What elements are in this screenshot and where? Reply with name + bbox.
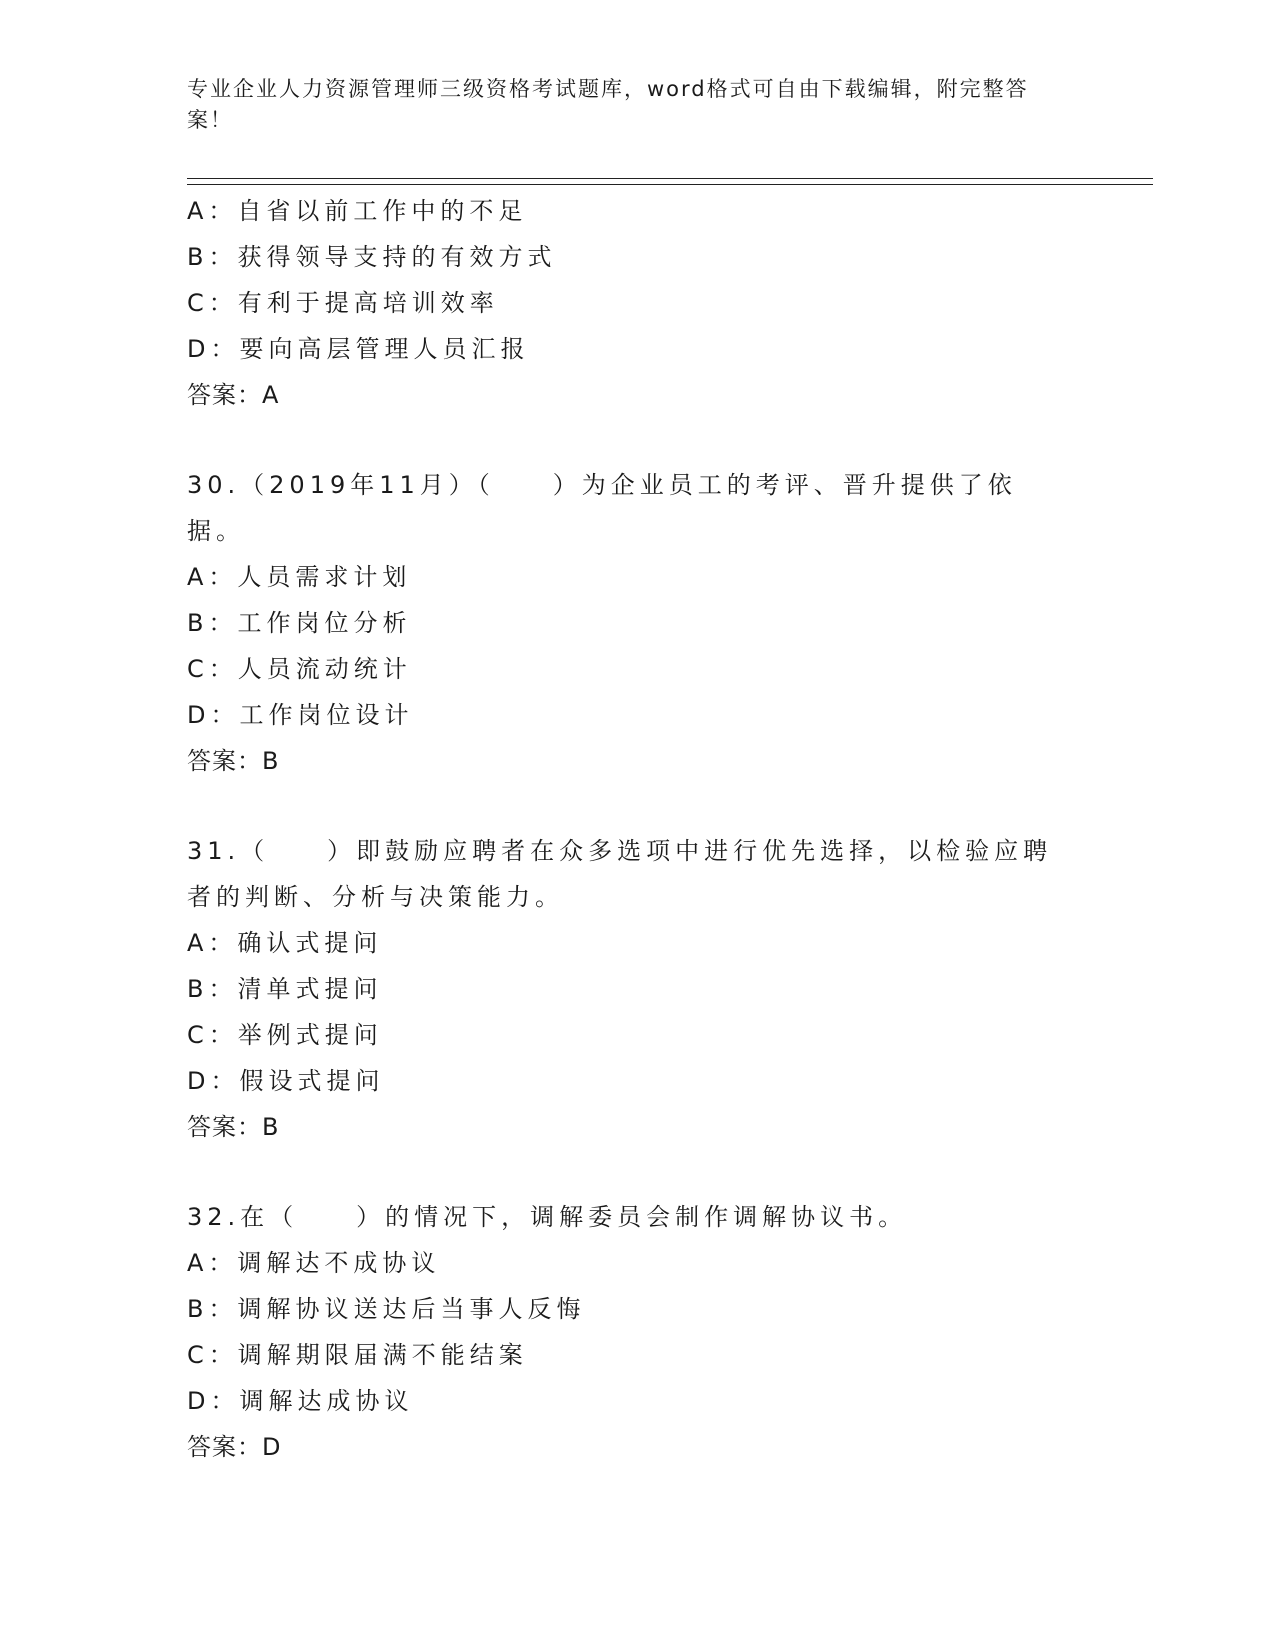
option-b: B：调解协议送达后当事人反悔	[187, 1295, 586, 1323]
option-a: A：人员需求计划	[187, 563, 412, 591]
answer: 答案：A	[187, 381, 280, 409]
header-divider	[187, 178, 1153, 185]
question-30	[187, 462, 1087, 784]
answer: 答案：D	[187, 1433, 282, 1461]
spacer	[187, 418, 1087, 462]
question-stem: 31.（ ）即鼓励应聘者在众多选项中进行优先选择，以检验应聘者的判断、分析与决策能力。	[187, 837, 1053, 911]
option-a: A：调解达不成协议	[187, 1249, 441, 1277]
option-d: D：要向高层管理人员汇报	[187, 335, 530, 363]
option-a: A：确认式提问	[187, 929, 383, 957]
option-d: D：工作岗位设计	[187, 701, 414, 729]
option-c: C：调解期限届满不能结案	[187, 1341, 528, 1369]
question-32	[187, 1194, 1087, 1470]
option-b: B：清单式提问	[187, 975, 383, 1003]
option-c: C：有利于提高培训效率	[187, 289, 499, 317]
answer: 答案：B	[187, 747, 280, 775]
question-stem: 30.（2019年11月）（ ）为企业员工的考评、晋升提供了依据。	[187, 471, 1017, 545]
question-31	[187, 828, 1087, 1150]
question-list	[187, 188, 1087, 1470]
spacer	[187, 784, 1087, 828]
option-d: D：假设式提问	[187, 1067, 385, 1095]
answer: 答案：B	[187, 1113, 280, 1141]
question-29	[187, 188, 1087, 418]
option-d: D：调解达成协议	[187, 1387, 414, 1415]
spacer	[187, 1150, 1087, 1194]
option-b: B：工作岗位分析	[187, 609, 412, 637]
page-header: 专业企业人力资源管理师三级资格考试题库，word格式可自由下载编辑，附完整答案！	[187, 77, 1029, 132]
question-stem: 32.在（ ）的情况下，调解委员会制作调解协议书。	[187, 1203, 908, 1231]
option-b: B：获得领导支持的有效方式	[187, 243, 557, 271]
option-c: C：举例式提问	[187, 1021, 383, 1049]
option-a: A：自省以前工作中的不足	[187, 197, 528, 225]
option-c: C：人员流动统计	[187, 655, 412, 683]
